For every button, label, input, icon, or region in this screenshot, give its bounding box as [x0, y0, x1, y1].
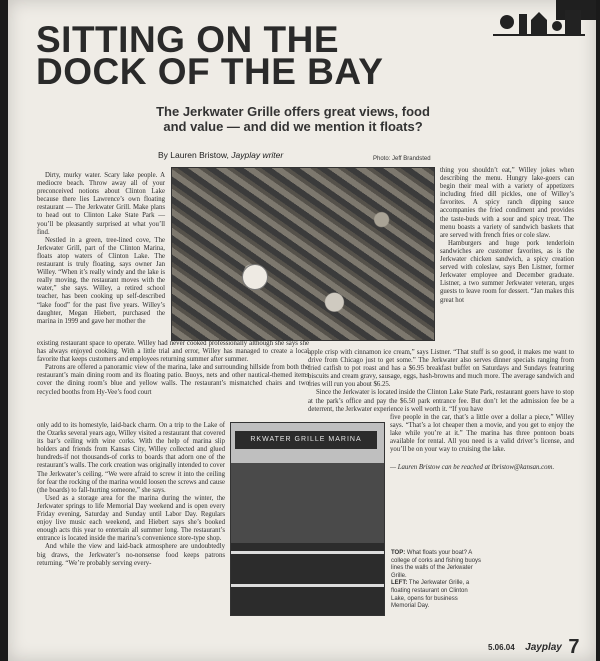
paragraph: Patrons are offered a panoramic view of the marina, lake and surrounding hillside from both the restaurant’s main dining room and its floating patio. Buoys, nets and other nautical-themed items cover the dining room’s blue and yellow walls. The restaurant’s mismatched chairs and two recycled booths from Hy-Vee’s food court: [37, 364, 309, 396]
column-wide-left: [37, 340, 309, 397]
buoy-icon: [242, 264, 268, 290]
page-number: 7: [568, 636, 580, 658]
paragraph: apple crisp with cinnamon ice cream,” says Listner. “That stuff is so good, it makes me want to drive from Chicago just to get some.” The Jerkwater also serves dinner specials ranging from fried catfish to pot roast and has a $6.95 breakfast buffet on Saturdays and Sundays featuring biscuits and cream gravy, sausage, eggs, hash-browns and much more. The average sandwich and fries will run you about $6.25.: [308, 349, 574, 389]
restaurant-photo: [230, 422, 385, 616]
folio: [488, 636, 579, 659]
paragraph: Dirty, murky water. Scary lake people. A mediocre beach. Throw away all of your preconceived notions about Clinton Lake because there lies Lawrence’s own floating restaurant — The Jerkwater Grill. Make plans to head out to Clinton Lake State Park — you’ll be pleasantly surprised at what you’ll find.: [37, 172, 165, 236]
caption-left-text: The Jerkwater Grille, a floating restaurant on Clinton Lake, opens for business Memorial Day.: [391, 580, 470, 610]
column-right-bottom: [390, 414, 574, 454]
jayplay-skyline-logo: [493, 8, 585, 40]
column-right-top: [440, 167, 574, 305]
paragraph: Used as a storage area for the marina during the winter, the Jerkwater springs to life Memorial Day weekend and is open every Friday evening, Saturday and Sunday until Labor Day. Regulars enjoy live music each weekend, and Hiebert says she’s booked enough acts this year to entertain all summer long. The restaurant’s entrance is located inside the marina’s convenience store-type shop.: [37, 494, 225, 543]
publication-name: Jayplay: [525, 642, 562, 653]
byline-role: Jayplay writer: [231, 150, 284, 160]
restaurant-sign: RKWATER GRILLE MARINA: [235, 431, 377, 449]
column-wide-right: [308, 349, 574, 414]
column-left-bottom: [37, 422, 225, 568]
byline-author: By Lauren Bristow,: [158, 150, 229, 160]
headline-line-2: DOCK OF THE BAY: [36, 51, 384, 92]
paragraph: Nestled in a green, tree-lined cove, The Jerkwater Grill, part of the Clinton Marina, floats atop waters of Clinton Lake. The restaurant is truly floating, says owner Jan Willey. “When it’s really windy and the lake is really moving, the restaurant moves with the water,” she says. Willey, a retired school teacher, has been cooking up self-described “lake food” for the past five years. Willey’s daughter, Megan Hiebert, purchased the marina in 1999 and gave her mother the: [37, 236, 165, 325]
caption-top-text: What floats your boat? A college of corks and fishing buoys lines the walls of the Jerkwater Grille.: [391, 550, 482, 579]
column-left-top: [37, 172, 165, 326]
photo-caption: [391, 550, 483, 611]
paragraph: Hamburgers and huge pork tenderloin sandwiches are customer favorites, as is the Jerkwater chicken sandwich, a spicy creation served with coleslaw, says Ben Listner, former Jerkwater employee and December graduate. Listner, a two summer Jerkwater veteran, urges guests to leave room for dessert. “Jan makes this great hot: [440, 239, 574, 304]
caption-top-label: TOP:: [391, 550, 406, 556]
headline-line-1: SITTING ON THE: [36, 19, 339, 60]
photo-credit: Photo: Jeff Brandsted: [373, 156, 431, 162]
caption-left-label: LEFT:: [391, 580, 408, 587]
author-tagline: — Lauren Bristow can be reached at lbristow@kansan.com.: [390, 464, 555, 471]
corks-photo: [171, 167, 435, 341]
byline: [158, 150, 283, 160]
headline: [36, 19, 416, 92]
paragraph: only add to its homestyle, laid-back charm. On a trip to the Lake of the Ozarks several years ago, Willey visited a restaurant that covered its bar’s ceiling with wine corks. With the help of marina slip holders and friends from Kansas City, Willey collected and glued hundreds-if not thousands-of corks to boards that adorn one of the restaurant’s walls. The cork creation was originally intended to cover The Jerkwater’s ceiling. “We were afraid to screw it into the ceiling for fear the rocking of the marina would loosen the screws and cause (the boards) to fall-hurting someone,” she says.: [37, 422, 225, 494]
paragraph: And while the view and laid-back atmosphere are undoubtedly big draws, the Jerkwater’s no-nonsense food keeps patrons returning. “We’re probably serving every-: [37, 543, 225, 567]
paragraph: thing you shouldn’t eat,” Willey jokes when describing the menu. Hungry lake-goers can begin their meal with a variety of appetizers including fried dill pickles, one of Willey’s favorites. A spicy ranch dipping sauce accompanies the fried condiment and provides the taste-buds with a sour and spicy treat. The menu boasts a variety of sandwich baskets that are served with french fries or cole slaw.: [440, 167, 574, 239]
paragraph: existing restaurant space to operate. Willey had never cooked professionally although she says she has always enjoyed cooking. With a little trial and error, Willey has managed to create a local favorite that keeps customers and employees returning summer after summer.: [37, 340, 309, 364]
magazine-page: [8, 0, 596, 661]
paragraph: Since the Jerkwater is located inside the Clinton Lake State Park, restaurant goers have to stop at the park’s office and pay the $6.50 park entrance fee. But don’t let the admission fee be a deterrent, the Jerkwater experience is well worth it. “If you have: [308, 389, 574, 413]
boat-shape: [230, 551, 385, 587]
deck-subhead: The Jerkwater Grille offers great views, food and value — and did we mention it floats?: [156, 104, 430, 134]
paragraph: five people in the car, that’s a little over a dollar a piece,” Willey says. “That’s a lot cheaper then a movie, and you get to enjoy the lake while you’re at it.” The marina has three pontoon boats available for rental. All you need is a valid driver’s license, and you’ll be on your way to cruising the lake.: [390, 414, 574, 454]
issue-date: 5.06.04: [488, 643, 515, 652]
